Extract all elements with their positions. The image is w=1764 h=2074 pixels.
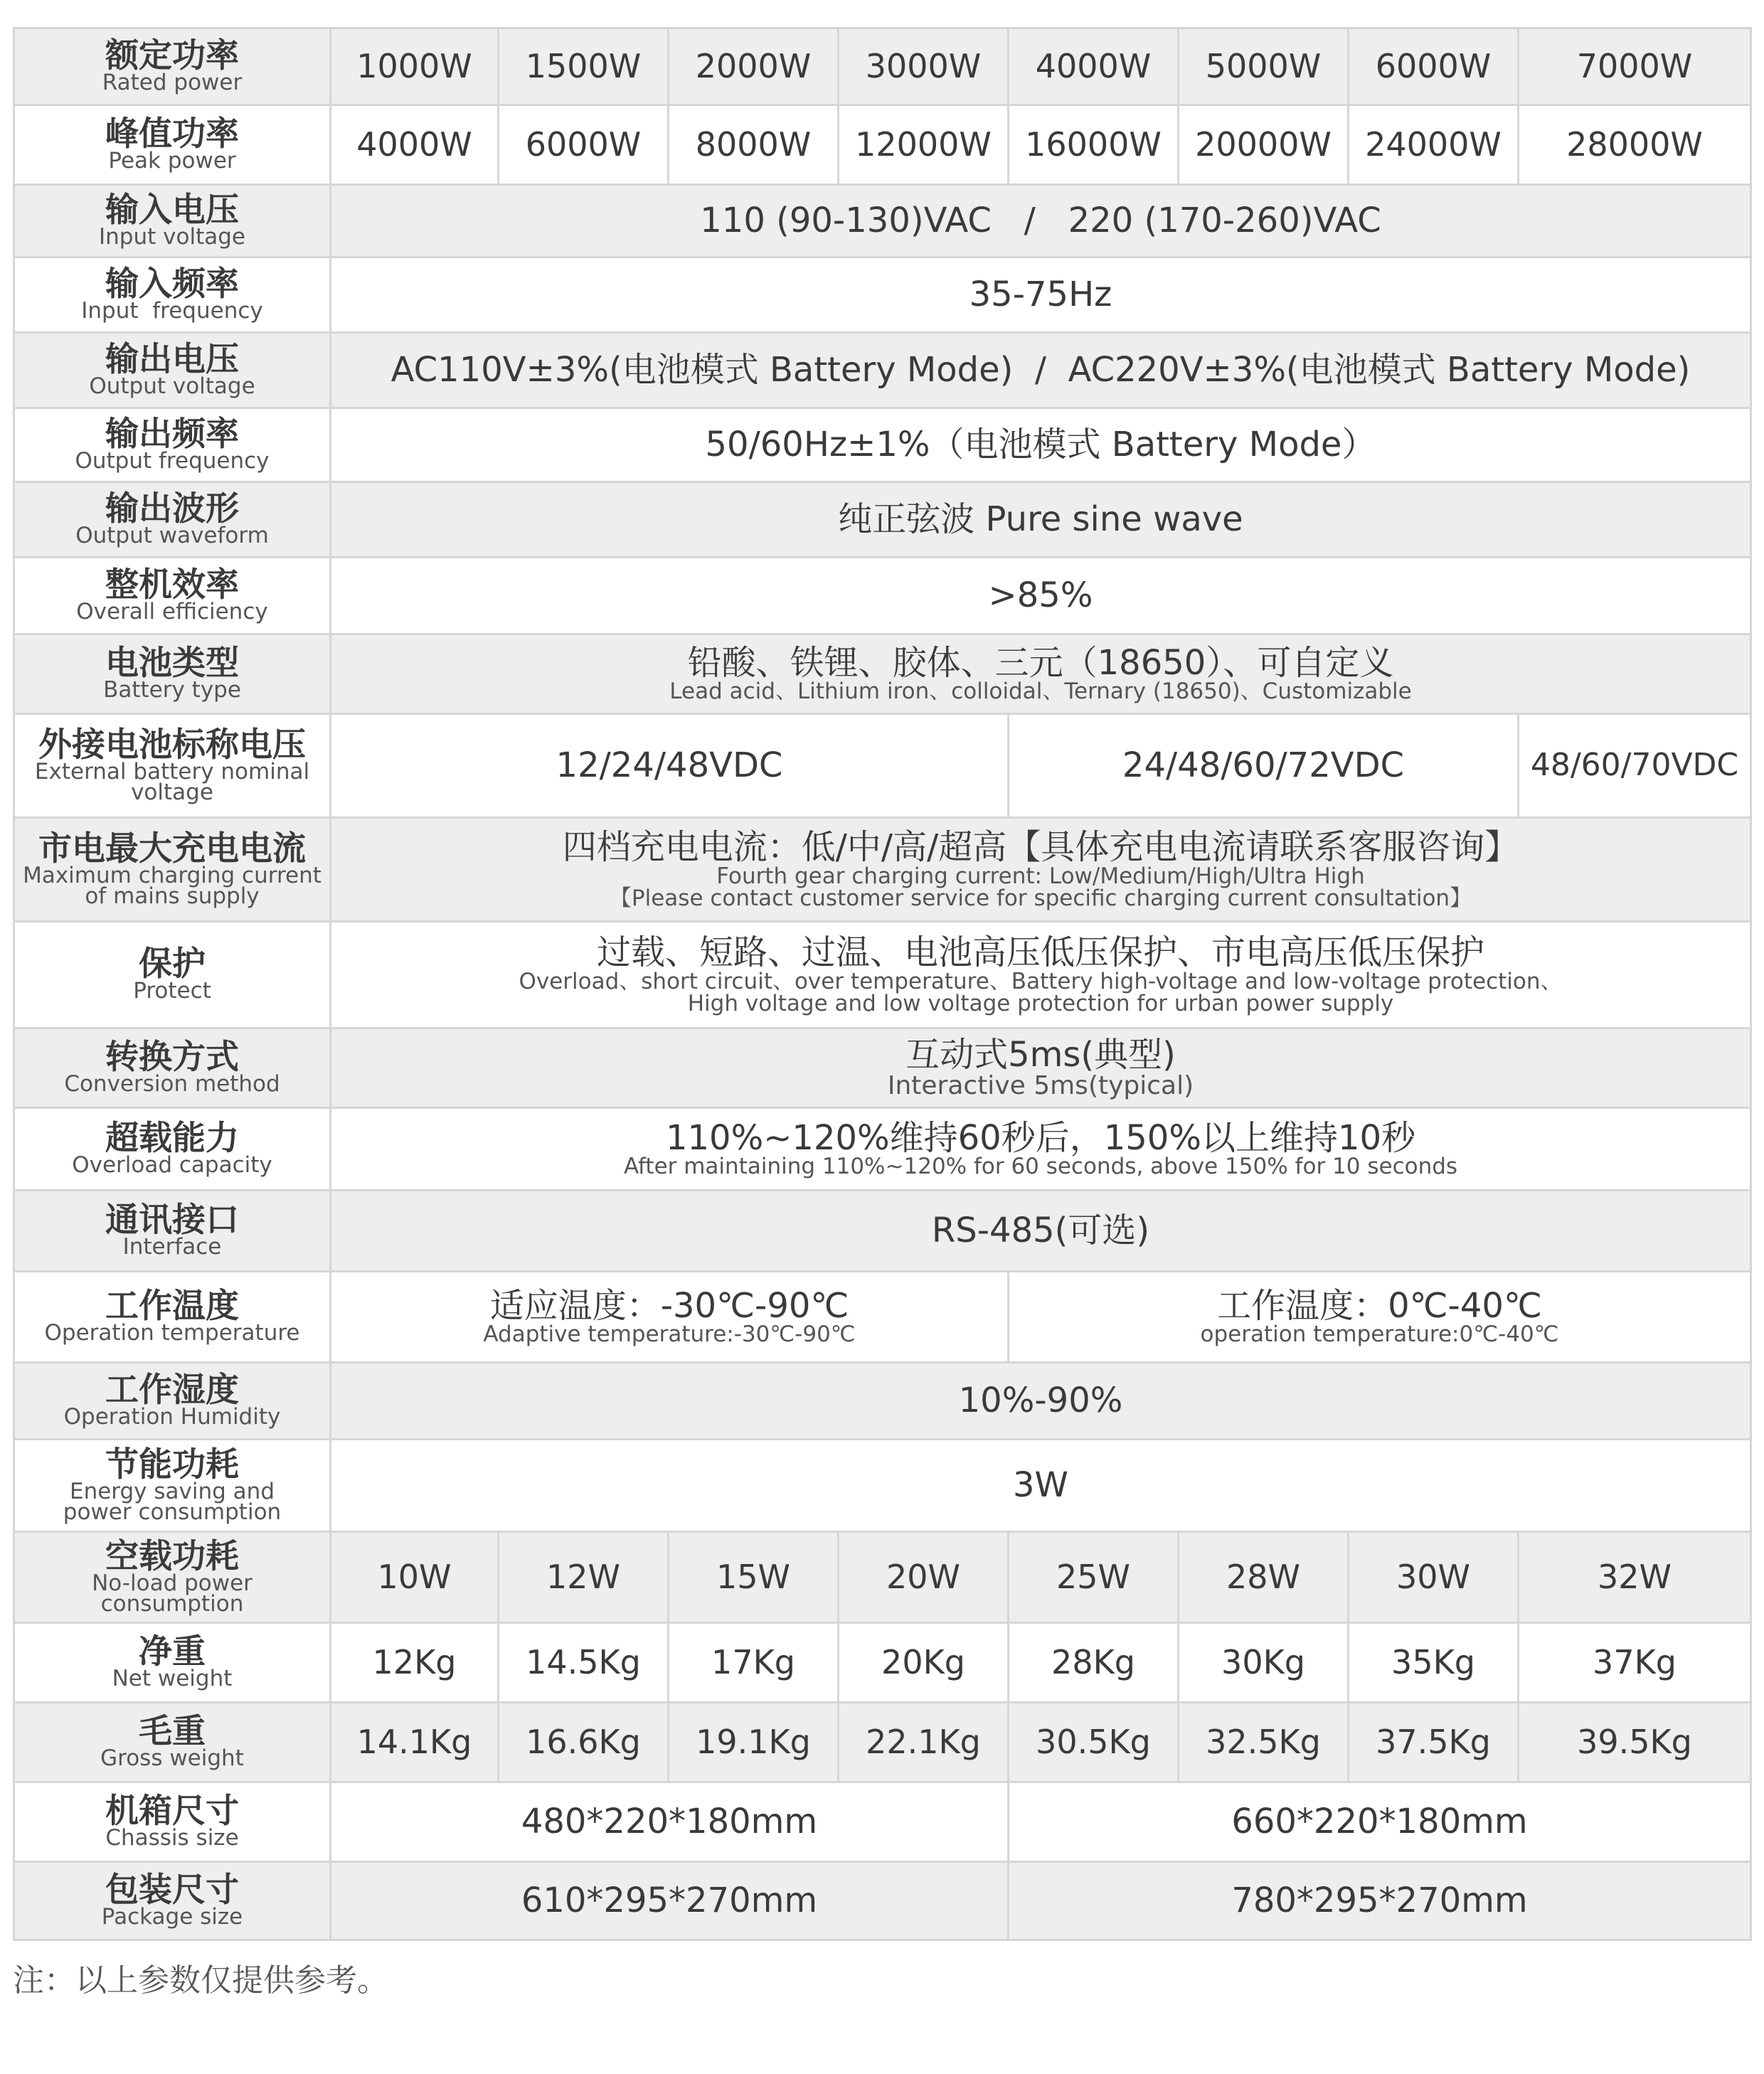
- cell-value: 10W: [331, 1532, 499, 1623]
- row-label: 电池类型 Battery type: [14, 634, 331, 714]
- row-label: 外接电池标称电压 External battery nominal voltage: [14, 714, 331, 818]
- row-output-waveform: [14, 482, 1751, 558]
- cell-value: 780*295*270mm: [1009, 1862, 1751, 1940]
- row-energy-saving: [14, 1440, 1751, 1532]
- row-output-voltage: [14, 333, 1751, 408]
- cell-value: 10%-90%: [331, 1363, 1751, 1440]
- cell-value: 30.5Kg: [1009, 1703, 1179, 1782]
- cell-value: 适应温度：-30℃-90℃ Adaptive temperature:-30℃-90℃: [331, 1272, 1009, 1363]
- row-overall-efficiency: [14, 558, 1751, 634]
- cell-value: 14.1Kg: [331, 1703, 499, 1782]
- cell-value: 24/48/60/72VDC: [1009, 714, 1519, 818]
- cell-value: 3W: [331, 1440, 1751, 1532]
- cell-value: 1500W: [499, 28, 669, 105]
- cell-value: 过载、短路、过温、电池高压低压保护、市电高压低压保护 Overload、short circuit、over temperature、Battery high-voltage and low-voltage protection、 High voltage and low voltage protection for urban power supply: [331, 922, 1751, 1028]
- cell-value: 16000W: [1009, 105, 1179, 185]
- cell-value: 110%~120%维持60秒后，150%以上维持10秒 After maintaining 110%~120% for 60 seconds, above 150% for 10 seconds: [331, 1108, 1751, 1191]
- cell-value: 6000W: [499, 105, 669, 185]
- row-label: 机箱尺寸 Chassis size: [14, 1782, 331, 1862]
- cell-value: 110 (90-130)VAC / 220 (170-260)VAC: [331, 185, 1751, 257]
- row-label: 输入电压 Input voltage: [14, 185, 331, 257]
- cell-value: 16.6Kg: [499, 1703, 669, 1782]
- row-peak-power: [14, 105, 1751, 185]
- cell-value: 5000W: [1179, 28, 1349, 105]
- row-label: 输出波形 Output waveform: [14, 482, 331, 558]
- cell-value: >85%: [331, 558, 1751, 634]
- cell-value: 3000W: [839, 28, 1009, 105]
- row-label: 毛重 Gross weight: [14, 1703, 331, 1782]
- cell-value: 20W: [839, 1532, 1009, 1623]
- cell-value: 25W: [1009, 1532, 1179, 1623]
- row-net-weight: [14, 1623, 1751, 1703]
- cell-value: 35-75Hz: [331, 257, 1751, 333]
- cell-value: 28000W: [1519, 105, 1751, 185]
- cell-value: 39.5Kg: [1519, 1703, 1751, 1782]
- row-label: 峰值功率 Peak power: [14, 105, 331, 185]
- row-no-load-power: [14, 1532, 1751, 1623]
- row-label: 节能功耗 Energy saving and power consumption: [14, 1440, 331, 1532]
- row-label: 超载能力 Overload capacity: [14, 1108, 331, 1191]
- cell-value: 28Kg: [1009, 1623, 1179, 1703]
- cell-value: 20000W: [1179, 105, 1349, 185]
- cell-value: 4000W: [1009, 28, 1179, 105]
- cell-value: 32.5Kg: [1179, 1703, 1349, 1782]
- cell-value: 24000W: [1349, 105, 1519, 185]
- cell-value: 48/60/70VDC: [1519, 714, 1751, 818]
- row-label: 输出电压 Output voltage: [14, 333, 331, 408]
- footnote: 注：以上参数仅提供参考。: [13, 1962, 388, 1999]
- cell-value: 12000W: [839, 105, 1009, 185]
- row-label: 市电最大充电电流 Maximum charging current of mains supply: [14, 818, 331, 922]
- cell-value: 17Kg: [669, 1623, 839, 1703]
- cell-value: 35Kg: [1349, 1623, 1519, 1703]
- row-overload-capacity: [14, 1108, 1751, 1191]
- row-package-size: [14, 1862, 1751, 1940]
- cell-value: 4000W: [331, 105, 499, 185]
- cell-value: 四档充电电流：低/中/高/超高【具体充电电流请联系客服咨询】 Fourth gear charging current: Low/Medium/High/Ultra High 【Please contact customer service for specific charging current consultation】: [331, 818, 1751, 922]
- row-label: 转换方式 Conversion method: [14, 1028, 331, 1108]
- row-operation-humidity: [14, 1363, 1751, 1440]
- row-protect: [14, 922, 1751, 1028]
- row-input-voltage: [14, 185, 1751, 257]
- cell-value: 12W: [499, 1532, 669, 1623]
- row-label: 输入频率 Input frequency: [14, 257, 331, 333]
- row-label: 包装尺寸 Package size: [14, 1862, 331, 1940]
- row-chassis-size: [14, 1782, 1751, 1862]
- spec-table: [13, 27, 1752, 1941]
- cell-value: 22.1Kg: [839, 1703, 1009, 1782]
- row-label: 整机效率 Overall efficiency: [14, 558, 331, 634]
- cell-value: RS-485(可选): [331, 1191, 1751, 1272]
- cell-value: 32W: [1519, 1532, 1751, 1623]
- cell-value: 纯正弦波 Pure sine wave: [331, 482, 1751, 558]
- cell-value: 12/24/48VDC: [331, 714, 1009, 818]
- row-conversion-method: [14, 1028, 1751, 1108]
- cell-value: 19.1Kg: [669, 1703, 839, 1782]
- cell-value: 14.5Kg: [499, 1623, 669, 1703]
- cell-value: 1000W: [331, 28, 499, 105]
- cell-value: 37Kg: [1519, 1623, 1751, 1703]
- cell-value: AC110V±3%(电池模式 Battery Mode) / AC220V±3%(电池模式 Battery Mode): [331, 333, 1751, 408]
- cell-value: 铅酸、铁锂、胶体、三元（18650）、可自定义 Lead acid、Lithium iron、colloidal、Ternary (18650)、Customizable: [331, 634, 1751, 714]
- cell-value: 8000W: [669, 105, 839, 185]
- row-battery-type: [14, 634, 1751, 714]
- row-input-frequency: [14, 257, 1751, 333]
- row-label: 保护 Protect: [14, 922, 331, 1028]
- cell-value: 15W: [669, 1532, 839, 1623]
- cell-value: 28W: [1179, 1532, 1349, 1623]
- cell-value: 480*220*180mm: [331, 1782, 1009, 1862]
- row-gross-weight: [14, 1703, 1751, 1782]
- cell-value: 20Kg: [839, 1623, 1009, 1703]
- row-label: 输出频率 Output frequency: [14, 408, 331, 482]
- row-operation-temperature: [14, 1272, 1751, 1363]
- row-interface: [14, 1191, 1751, 1272]
- cell-value: 2000W: [669, 28, 839, 105]
- row-label: 通讯接口 Interface: [14, 1191, 331, 1272]
- cell-value: 互动式5ms(典型) Interactive 5ms(typical): [331, 1028, 1751, 1108]
- row-label: 工作温度 Operation temperature: [14, 1272, 331, 1363]
- cell-value: 30Kg: [1179, 1623, 1349, 1703]
- cell-value: 30W: [1349, 1532, 1519, 1623]
- row-label: 工作湿度 Operation Humidity: [14, 1363, 331, 1440]
- row-label: 额定功率 Rated power: [14, 28, 331, 105]
- cell-value: 37.5Kg: [1349, 1703, 1519, 1782]
- cell-value: 7000W: [1519, 28, 1751, 105]
- row-battery-voltage: [14, 714, 1751, 818]
- row-output-frequency: [14, 408, 1751, 482]
- row-charging-current: [14, 818, 1751, 922]
- cell-value: 12Kg: [331, 1623, 499, 1703]
- row-rated-power: [14, 28, 1751, 105]
- cell-value: 6000W: [1349, 28, 1519, 105]
- cell-value: 660*220*180mm: [1009, 1782, 1751, 1862]
- row-label: 净重 Net weight: [14, 1623, 331, 1703]
- cell-value: 610*295*270mm: [331, 1862, 1009, 1940]
- cell-value: 工作温度：0℃-40℃ operation temperature:0℃-40℃: [1009, 1272, 1751, 1363]
- cell-value: 50/60Hz±1%（电池模式 Battery Mode）: [331, 408, 1751, 482]
- row-label: 空载功耗 No-load power consumption: [14, 1532, 331, 1623]
